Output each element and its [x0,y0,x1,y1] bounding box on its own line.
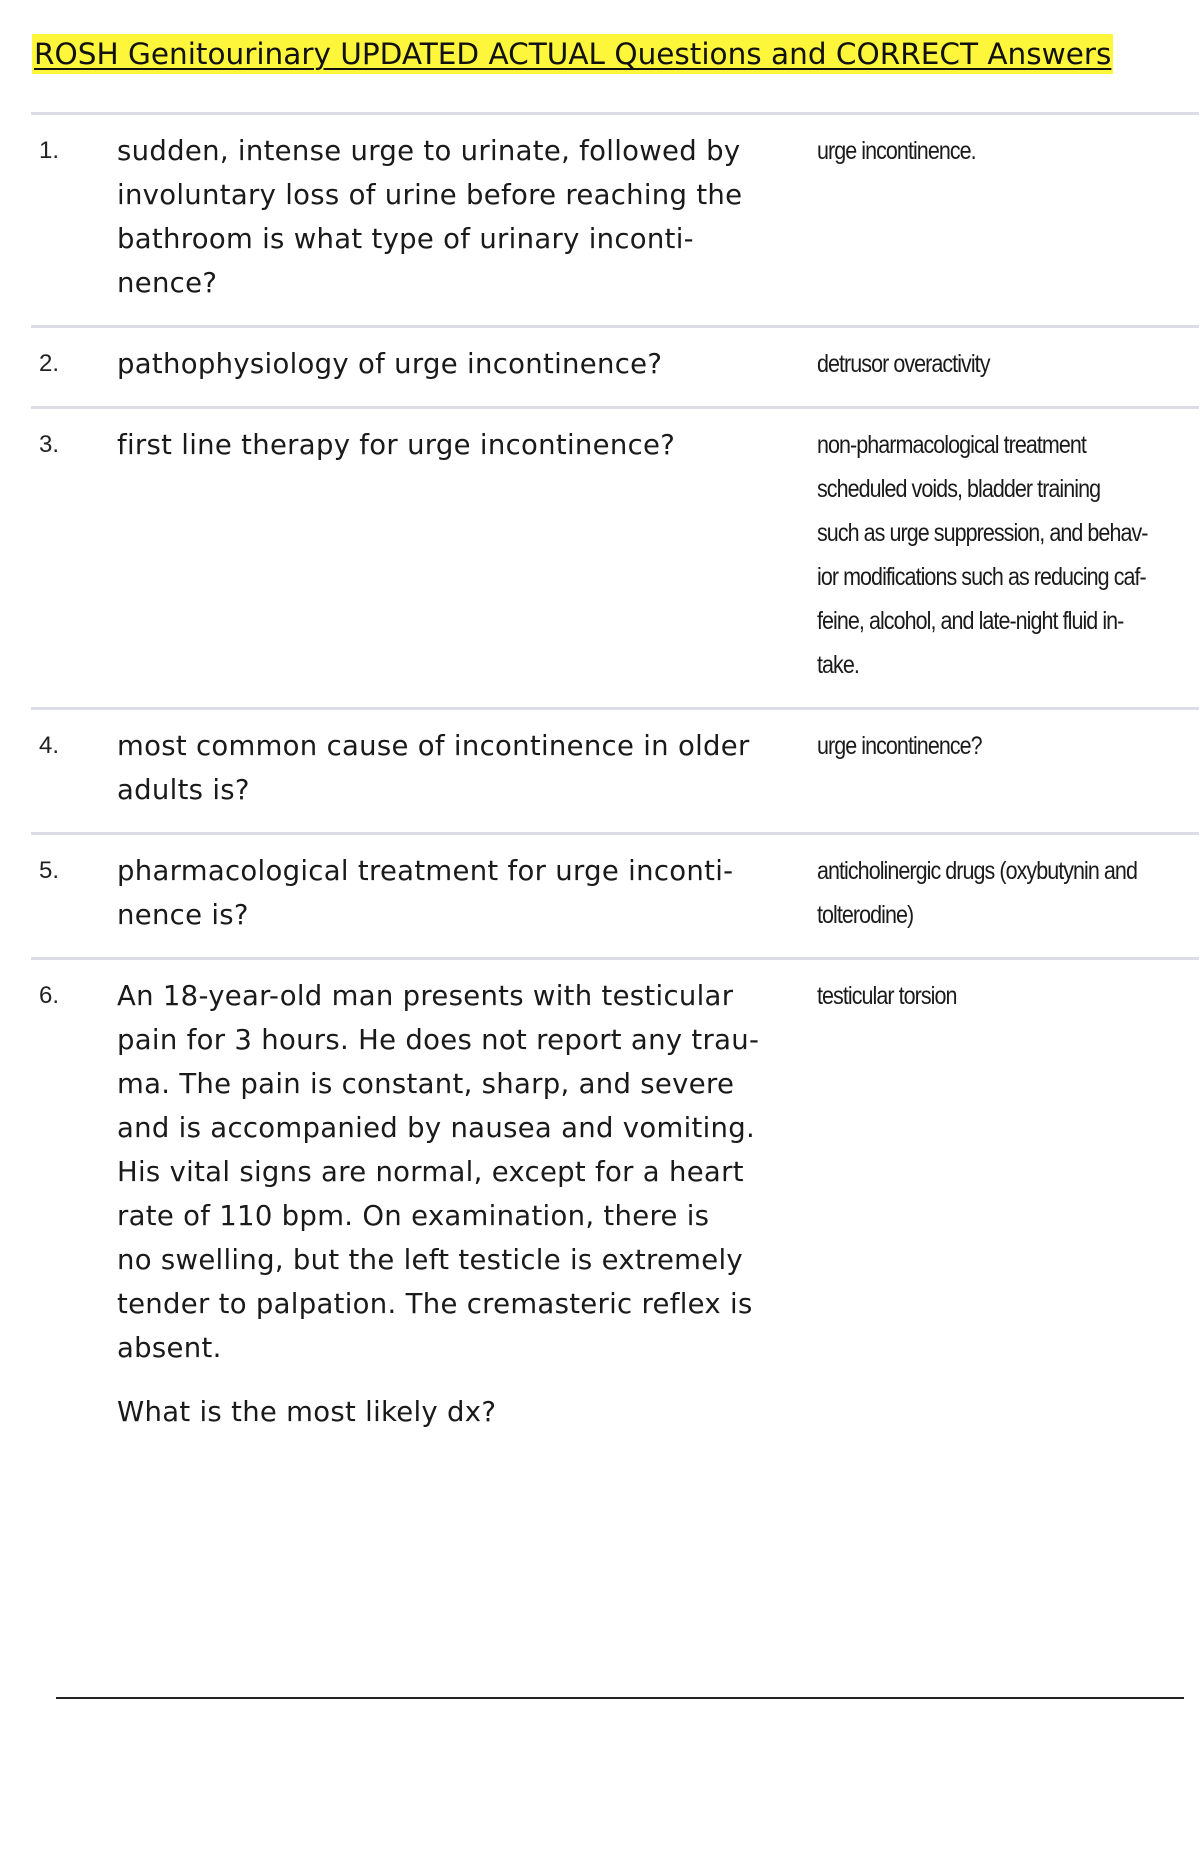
question-text [117,115,799,325]
qa-row [31,960,1199,1854]
question-prompt: What is the most likely dx? [117,1396,497,1428]
qa-row [31,115,1199,328]
answer-text [799,960,1199,1854]
question-number: 6. [39,982,60,1009]
question-text [117,328,799,406]
question-body: pharmacological treatment for urge inconti- nence is? [117,855,734,931]
qa-row [31,710,1199,835]
footer-divider [56,1697,1184,1699]
qa-table [31,112,1199,1854]
question-number: 2. [39,350,60,377]
answer-text [799,115,1199,325]
answer-body: detrusor overactivity [817,350,990,378]
answer-text [799,328,1199,406]
question-text [117,835,799,957]
answer-body: urge incontinence? [817,732,982,760]
qa-row [31,328,1199,409]
question-body: sudden, intense urge to urinate, followed by involuntary loss of urine before reaching the bathroom is what type of urinary inconti- nence? [117,135,743,299]
answer-body: urge incontinence. [817,137,976,165]
question-text [117,409,799,707]
question-body: most common cause of incontinence in older adults is? [117,730,750,806]
question-number: 1. [39,137,60,164]
question-text [117,710,799,832]
question-body: An 18-year-old man presents with testicular pain for 3 hours. He does not report any trau- ma. The pain is constant, sharp, and severe and is accompanied by nausea and vomiting. His vital signs are normal, except for a heart rate of 110 bpm. On examination, there is no swelling, but the left testicle is extremely tender to palpation. The cremasteric reflex is absent. [117,980,760,1364]
answer-body: non-pharmacological treatment scheduled voids, bladder training such as urge suppression, and behav- ior modifications such as reducing caf- feine, alcohol, and late-night fluid in- take. [817,431,1148,679]
answer-body: testicular torsion [817,982,957,1010]
answer-text [799,835,1199,957]
question-text [117,960,799,1854]
question-body: pathophysiology of urge incontinence? [117,348,663,380]
question-number: 3. [39,431,60,458]
answer-body: anticholinergic drugs (oxybutynin and tolterodine) [817,857,1137,929]
question-number: 4. [39,732,60,759]
answer-text [799,409,1199,707]
document-title: ROSH Genitourinary UPDATED ACTUAL Questions and CORRECT Answers [32,34,1113,74]
question-number: 5. [39,857,60,884]
qa-row [31,835,1199,960]
qa-row [31,409,1199,710]
question-body: first line therapy for urge incontinence? [117,429,676,461]
title-container [32,34,1192,74]
answer-text [799,710,1199,832]
